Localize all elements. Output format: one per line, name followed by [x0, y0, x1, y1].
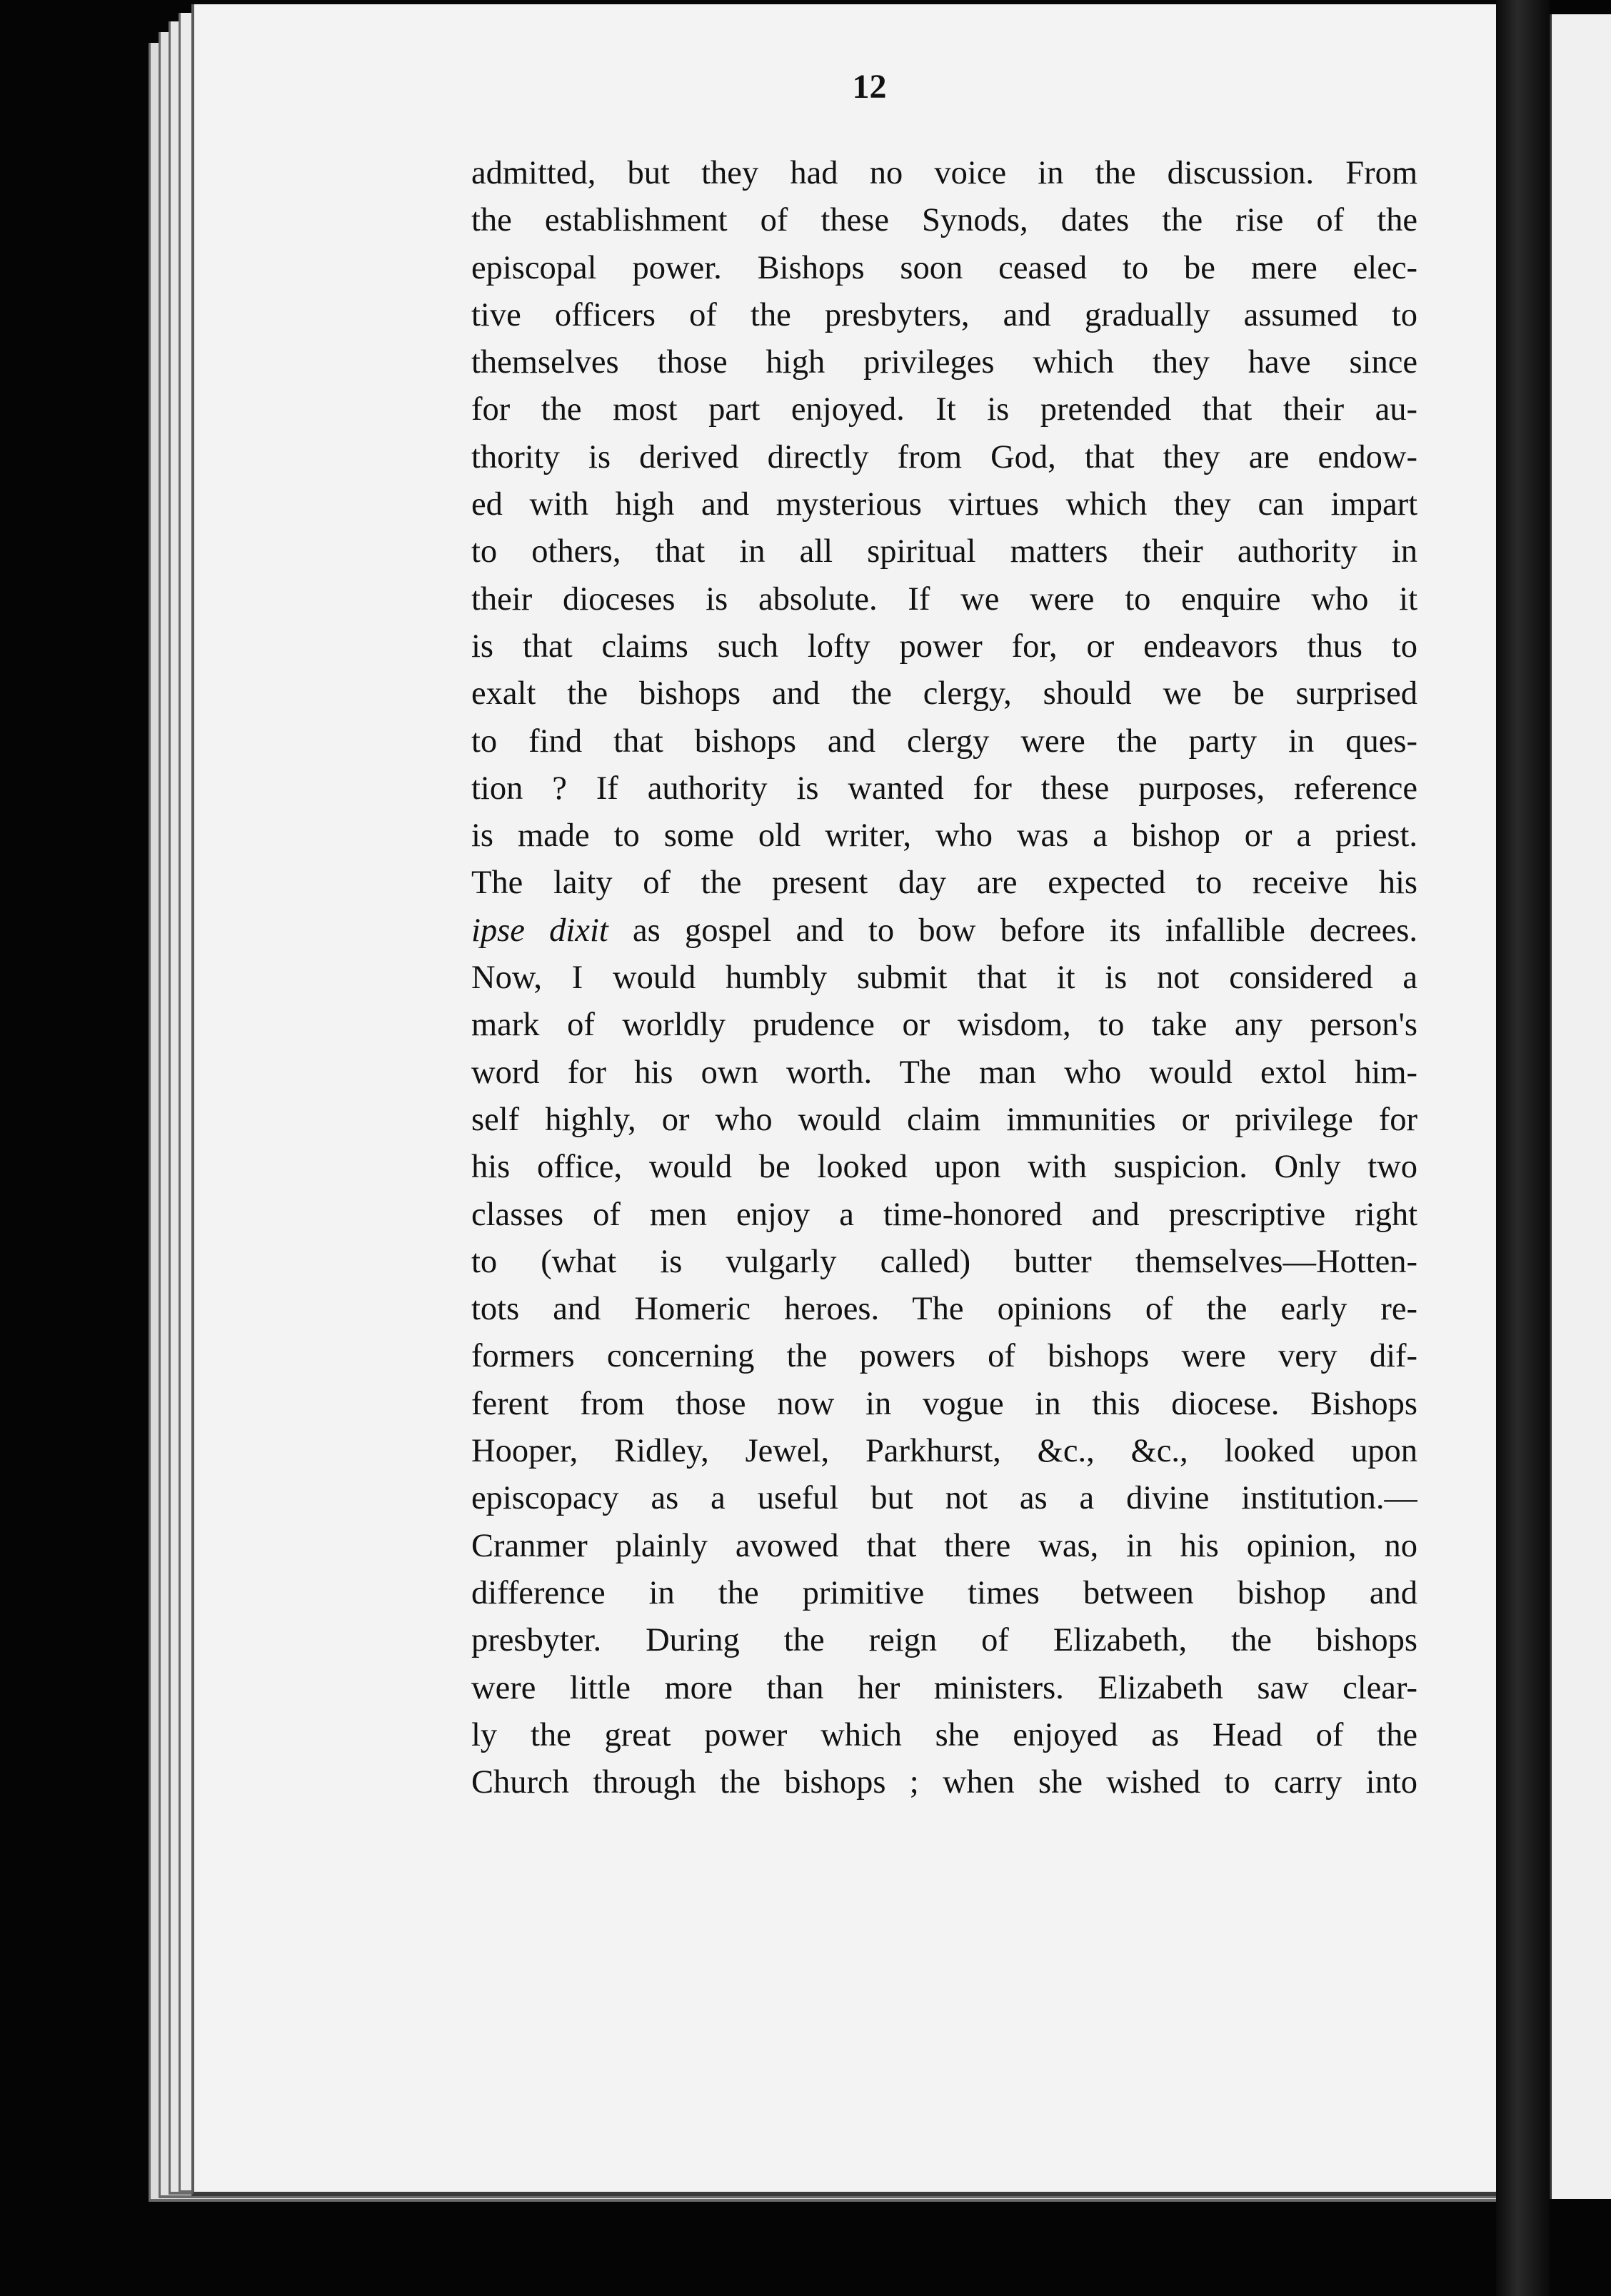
text-line: the establishment of these Synods, dates the rise of the [471, 202, 1417, 239]
text-line: episcopacy as a useful but not as a divine institution.— [471, 1480, 1417, 1517]
text-line: self highly, or who would claim immunities or privilege for [471, 1101, 1417, 1138]
text-line: tion ? If authority is wanted for these purposes, reference [471, 770, 1417, 807]
text-line: ipse dixit as gospel and to bow before its infallible decrees. [471, 912, 1417, 949]
text-line: to (what is vulgarly called) butter themselves—Hotten- [471, 1243, 1417, 1280]
facing-page-edge [1550, 14, 1611, 2199]
text-line: admitted, but they had no voice in the discussion. From [471, 155, 1417, 191]
text-line: to others, that in all spiritual matters their authority in [471, 533, 1417, 570]
text-line: ed with high and mysterious virtues which they can impart [471, 486, 1417, 523]
text-line: exalt the bishops and the clergy, should we be surprised [471, 675, 1417, 713]
text-line: formers concerning the powers of bishops were very dif- [471, 1338, 1417, 1375]
text-line: is that claims such lofty power for, or endeavors thus to [471, 628, 1417, 665]
text-line: episcopal power. Bishops soon ceased to be mere elec- [471, 249, 1417, 286]
text-line: thority is derived directly from God, that they are endow- [471, 438, 1417, 475]
text-line: for the most part enjoyed. It is pretended that their au- [471, 391, 1417, 428]
text-line: difference in the primitive times between bishop and [471, 1574, 1417, 1611]
text-line: tots and Homeric heroes. The opinions of the early re- [471, 1291, 1417, 1328]
text-line: word for his own worth. The man who would extol him- [471, 1054, 1417, 1091]
page-number: 12 [852, 68, 887, 106]
text-line: ly the great power which she enjoyed as Head of the [471, 1716, 1417, 1753]
text-line: were little more than her ministers. Elizabeth saw clear- [471, 1669, 1417, 1706]
text-line: his office, would be looked upon with suspicion. Only two [471, 1149, 1417, 1186]
text-line: ferent from those now in vogue in this diocese. Bishops [471, 1385, 1417, 1422]
text-line: to find that bishops and clergy were the party in ques- [471, 722, 1417, 760]
italic-phrase: ipse dixit [471, 912, 633, 949]
text-line: Church through the bishops ; when she wished to carry into [471, 1764, 1417, 1801]
text-line: presbyter. During the reign of Elizabeth, the bishops [471, 1622, 1417, 1659]
text-line: classes of men enjoy a time-honored and prescriptive right [471, 1196, 1417, 1233]
text-line: themselves those high privileges which they have since [471, 344, 1417, 381]
text-line: Now, I would humbly submit that it is not considered a [471, 960, 1417, 997]
text-line: their dioceses is absolute. If we were to enquire who it [471, 580, 1417, 618]
text-line: The laity of the present day are expected to receive his [471, 865, 1417, 902]
text-line: Cranmer plainly avowed that there was, in his opinion, no [471, 1527, 1417, 1564]
text-line: Hooper, Ridley, Jewel, Parkhurst, &c., &c., looked upon [471, 1433, 1417, 1470]
text-line: tive officers of the presbyters, and gradually assumed to [471, 296, 1417, 333]
text-line: mark of worldly prudence or wisdom, to take any person's [471, 1007, 1417, 1044]
body-text [471, 150, 1417, 1806]
binding-shadow [1496, 0, 1550, 2296]
text-line: is made to some old writer, who was a bishop or a priest. [471, 817, 1417, 855]
